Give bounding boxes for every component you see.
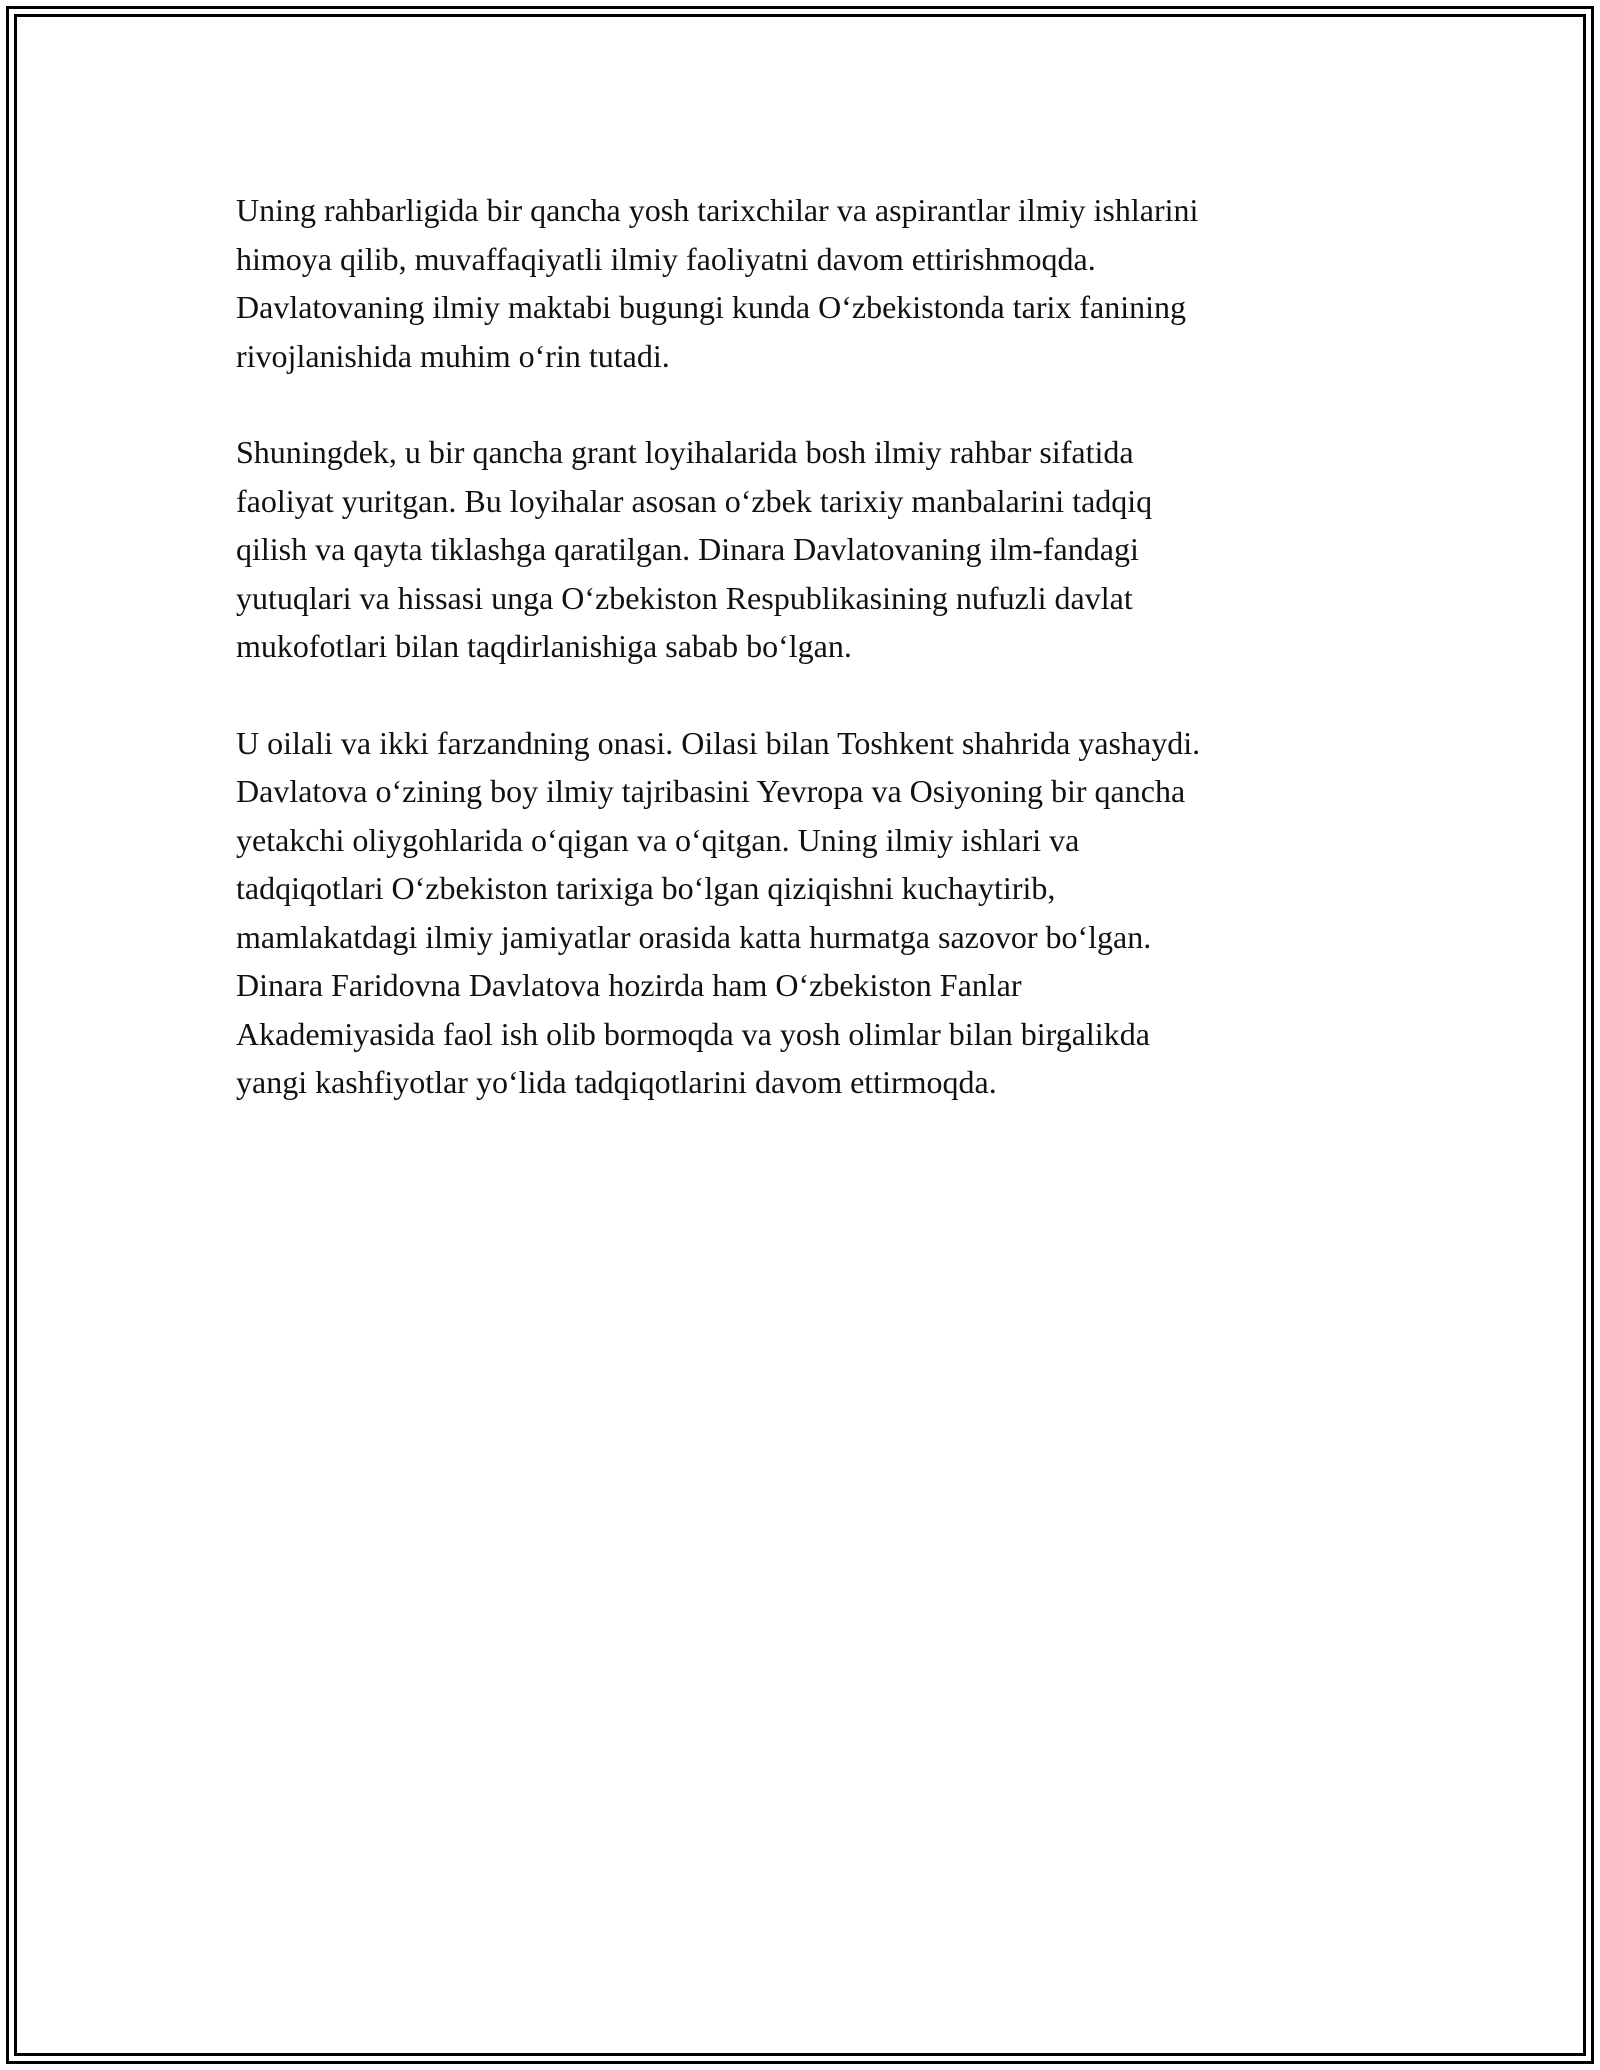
text-line: tadqiqotlari O‘zbekiston tarixiga bo‘lgan qiziqishni kuchaytirib, [236, 870, 1056, 906]
paragraph-1 [236, 186, 1356, 380]
text-line: mamlakatdagi ilmiy jamiyatlar orasida katta hurmatga sazovor bo‘lgan. [236, 918, 1152, 955]
text-line: faoliyat yuritgan. Bu loyihalar asosan o‘zbek tarixiy manbalarini tadqiq [236, 482, 1153, 519]
text-line: qilish va qayta tiklashga qaratilgan. Dinara Davlatovaning ilm-fandagi [236, 531, 1139, 567]
document-body [236, 186, 1356, 1155]
text-line: Akademiyasida faol ish olib bormoqda va yosh olimlar bilan birgalikda [236, 1015, 1150, 1052]
paragraph-2 [236, 428, 1356, 671]
paragraph-3 [236, 719, 1356, 1107]
text-line: Davlatovaning ilmiy maktabi bugungi kunda O‘zbekistonda tarix fanining [236, 289, 1187, 325]
text-line: rivojlanishida muhim o‘rin tutadi. [236, 337, 670, 374]
text-line: yangi kashfiyotlar yo‘lida tadqiqotlarini davom ettirmoqda. [236, 1064, 997, 1100]
text-line: himoya qilib, muvaffaqiyatli ilmiy faoliyatni davom ettirishmoqda. [236, 240, 1096, 277]
text-line: mukofotlari bilan taqdirlanishiga sabab bo‘lgan. [236, 628, 852, 664]
text-line: Davlatova o‘zining boy ilmiy tajribasini Yevropa va Osiyoning bir qancha [236, 773, 1186, 809]
text-line: yetakchi oliygohlarida o‘qigan va o‘qitgan. Uning ilmiy ishlari va [236, 821, 1080, 858]
text-line: Uning rahbarligida bir qancha yosh tarixchilar va aspirantlar ilmiy ishlarini [236, 192, 1199, 228]
text-line: Dinara Faridovna Davlatova hozirda ham O‘zbekiston Fanlar [236, 967, 1022, 1003]
text-line: U oilali va ikki farzandning onasi. Oilasi bilan Toshkent shahrida yashaydi. [236, 724, 1201, 761]
text-line: Shuningdek, u bir qancha grant loyihalarida bosh ilmiy rahbar sifatida [236, 434, 1134, 470]
text-line: yutuqlari va hissasi unga O‘zbekiston Respublikasining nufuzli davlat [236, 579, 1133, 616]
